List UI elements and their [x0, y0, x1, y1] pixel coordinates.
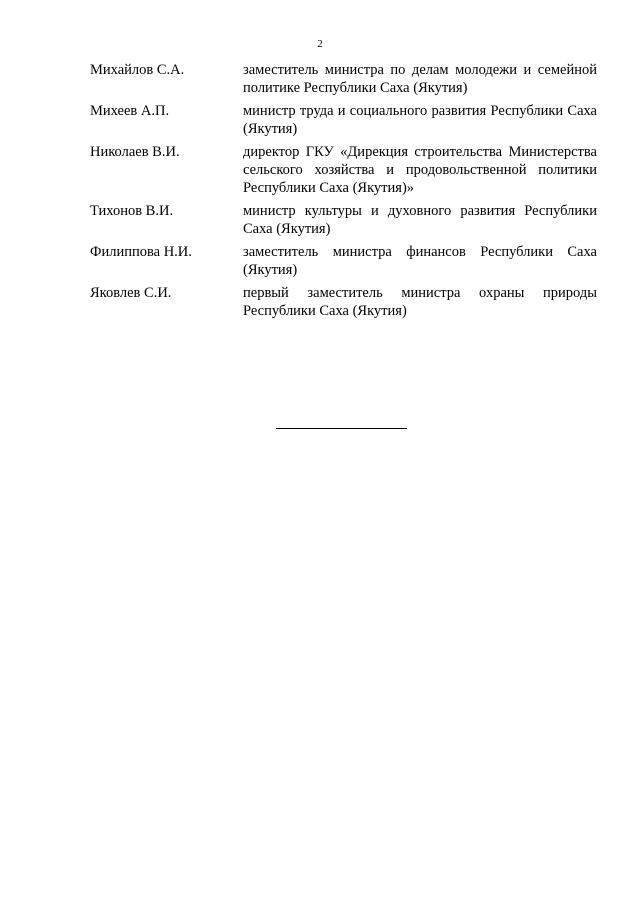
member-position: министр труда и социального развития Республики Саха (Якутия)	[243, 103, 597, 137]
list-item	[90, 61, 597, 97]
member-name: Николаев В.И.	[90, 144, 180, 160]
member-name: Филиппова Н.И.	[90, 244, 192, 260]
member-position: заместитель министра финансов Республики Саха (Якутия)	[243, 244, 597, 278]
end-of-document-line	[276, 428, 407, 429]
member-position: заместитель министра по делам молодежи и семейной политике Республики Саха (Якутия)	[243, 62, 597, 96]
member-name: Яковлев С.И.	[90, 285, 172, 301]
list-item	[90, 284, 597, 320]
member-position: министр культуры и духовного развития Республики Саха (Якутия)	[243, 203, 597, 237]
list-item	[90, 202, 597, 238]
list-item	[90, 243, 597, 279]
member-position: директор ГКУ «Дирекция строительства Министерства сельского хозяйства и продовольственной политики Республики Саха (Якутия)»	[243, 144, 597, 196]
list-item	[90, 102, 597, 138]
list-item	[90, 143, 597, 197]
members-list	[90, 61, 597, 325]
member-name: Михайлов С.А.	[90, 62, 185, 78]
member-name: Тихонов В.И.	[90, 203, 174, 219]
member-position: первый заместитель министра охраны природы Республики Саха (Якутия)	[243, 285, 597, 319]
page-number: 2	[317, 38, 323, 50]
member-name: Михеев А.П.	[90, 103, 170, 119]
